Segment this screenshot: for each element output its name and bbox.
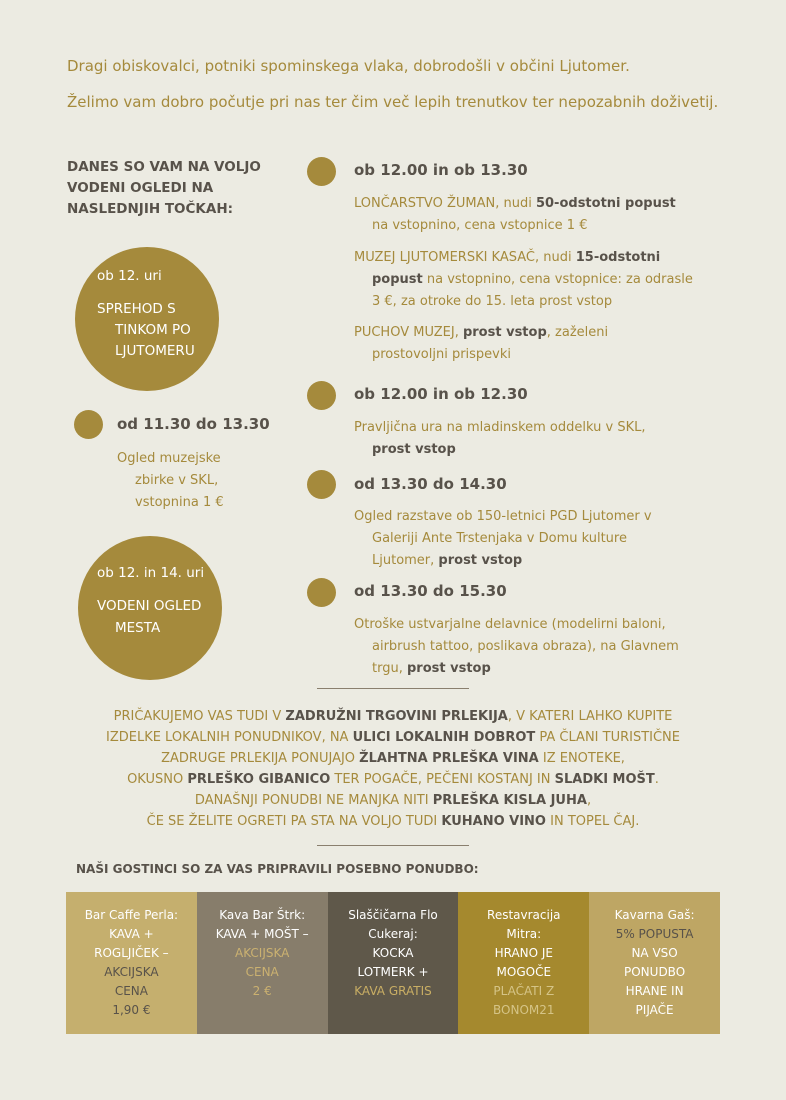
intro-line-2: Želimo vam dobro počutje pri nas ter čim več lepih trenutkov ter nepozabnih doživetij. xyxy=(67,93,719,111)
museum-tour-desc: Ogled muzejske zbirke v SKL, vstopnina 1 € xyxy=(117,451,224,510)
event-1-dot xyxy=(307,157,336,186)
divider-bottom xyxy=(317,845,469,846)
event-4-desc: Otroške ustvarjalne delavnice (modelirni baloni, airbrush tattoo, poslikava obraza), na Glavnem trgu, prost vstop xyxy=(354,617,679,676)
event-1-item-3: PUCHOV MUZEJ, prost vstop, zaželeni prostovoljni prispevki xyxy=(354,325,609,362)
event-1-item-2: MUZEJ LJUTOMERSKI KASAČ, nudi 15-odstotni popust na vstopnino, cena vstopnice: za odrasle 3 €, za otroke do 15. leta prost vstop xyxy=(354,250,693,309)
offer-restavracija-mitra: Restavracija Mitra: HRANO JE MOGOČE PLAČATI Z BONOM21 xyxy=(458,892,589,1034)
event-2-time: ob 12.00 in ob 12.30 xyxy=(354,385,528,403)
event-3-dot xyxy=(307,470,336,499)
event-2-desc: Pravljična ura na mladinskem oddelku v SKL, prost vstop xyxy=(354,420,646,457)
intro-line-1: Dragi obiskovalci, potniki spominskega vlaka, dobrodošli v občini Ljutomer. xyxy=(67,57,630,75)
offer-bar-caffe-perla: Bar Caffe Perla: KAVA + ROGLJIČEK – AKCIJSKA CENA 1,90 € xyxy=(66,892,197,1034)
event-4-dot xyxy=(307,578,336,607)
tinko-walk-line-3: LJUTOMERU xyxy=(115,343,195,359)
special-offer-heading: NAŠI GOSTINCI SO ZA VAS PRIPRAVILI POSEBNO PONUDBO: xyxy=(76,862,479,876)
divider-top xyxy=(317,688,469,689)
offer-kavarna-gas: Kavarna Gaš: 5% POPUSTA NA VSO PONUDBO HRANE IN PIJAČE xyxy=(589,892,720,1034)
town-tour-line-1: VODENI OGLED xyxy=(97,598,202,614)
offer-kava-bar-strk: Kava Bar Štrk: KAVA + MOŠT – AKCIJSKA CENA 2 € xyxy=(197,892,328,1034)
offers-row xyxy=(66,892,720,1034)
town-tour-time: ob 12. in 14. uri xyxy=(97,565,205,581)
tinko-walk-time: ob 12. uri xyxy=(97,268,162,284)
event-1-item-1: LONČARSTVO ŽUMAN, nudi 50-odstotni popust na vstopnino, cena vstopnice 1 € xyxy=(354,196,676,233)
event-2-dot xyxy=(307,381,336,410)
local-offer-text: PRIČAKUJEMO VAS TUDI V ZADRUŽNI TRGOVINI PRLEKIJA, V KATERI LAHKO KUPITE IZDELKE LOKALNIH PONUDNIKOV, NA ULICI LOKALNIH DOBROT PA ČLANI TURISTIČNE ZADRUGE PRLEKIJA PONUJAJO ŽLAHTNA PRLEŠKA VINA IZ ENOTEKE, OKUSNO PRLEŠKO GIBANICO TER POGAČE, PEČENI KOSTANJ IN SLADKI MOŠT. DANAŠNJI PONUDBI NE MANJKA NITI PRLEŠKA KISLA JUHA, ČE SE ŽELITE OGRETI PA STA NA VOLJO TUDI KUHANO VINO IN TOPEL ČAJ. xyxy=(105,709,680,829)
guided-tours-heading: DANES SO VAM NA VOLJO VODENI OGLEDI NA NASLEDNJIH TOČKAH: xyxy=(67,159,261,217)
event-4-time: od 13.30 do 15.30 xyxy=(354,582,507,600)
event-1-time: ob 12.00 in ob 13.30 xyxy=(354,161,528,179)
museum-tour-dot xyxy=(74,410,103,439)
tinko-walk-line-1: SPREHOD S xyxy=(97,301,176,317)
town-tour-line-2: MESTA xyxy=(115,620,161,636)
event-3-time: od 13.30 do 14.30 xyxy=(354,475,507,493)
town-tour-circle xyxy=(78,536,222,680)
tinko-walk-line-2: TINKOM PO xyxy=(115,322,191,338)
museum-tour-time: od 11.30 do 13.30 xyxy=(117,415,270,433)
event-3-desc: Ogled razstave ob 150-letnici PGD Ljutomer v Galeriji Ante Trstenjaka v Domu kulture Ljutomer, prost vstop xyxy=(354,509,652,568)
tinko-walk-circle xyxy=(75,247,219,391)
offer-slascicarna-flo-cukeraj: Slaščičarna Flo Cukeraj: KOCKA LOTMERK + KAVA GRATIS xyxy=(328,892,459,1034)
